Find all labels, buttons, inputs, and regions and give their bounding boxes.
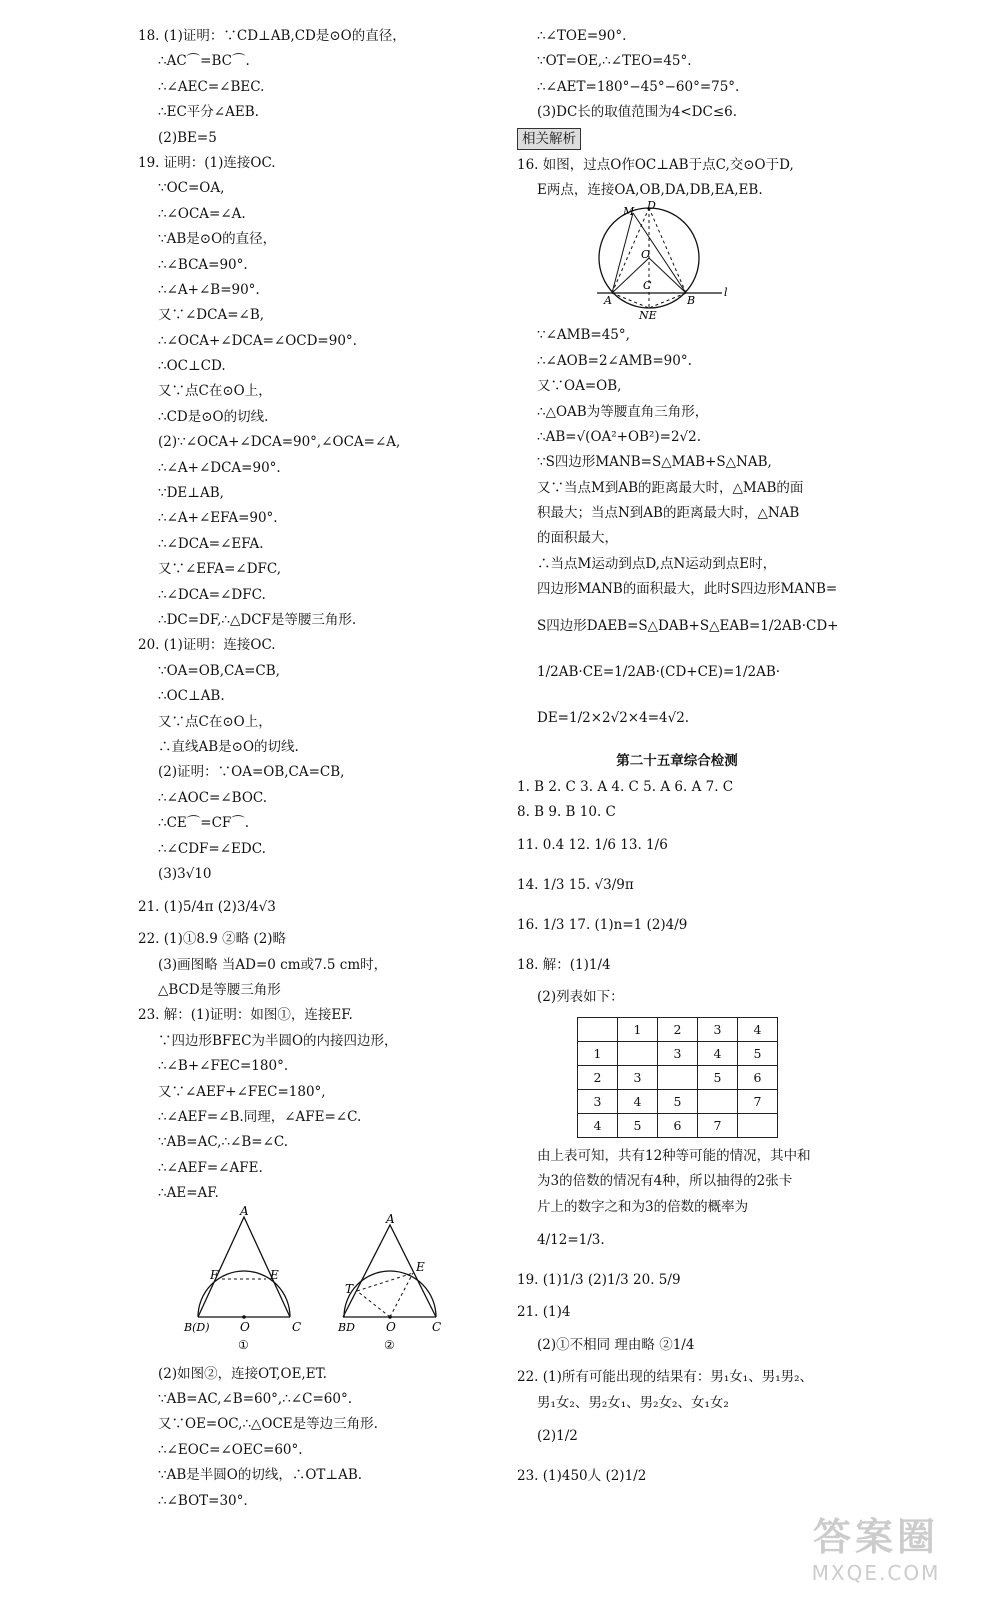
line: (2)①不相同 理由略 ②1/4 [537, 1337, 695, 1354]
right-column [517, 24, 837, 1496]
line: 16. 1/3 17. (1)n=1 (2)4/9 [517, 917, 688, 934]
line: 21. (1)5/4π (2)3/4√3 [138, 899, 276, 916]
circle-label-l: l [724, 286, 728, 300]
probability-table [577, 1017, 778, 1138]
line: 四边形MANB的面积最大，此时S四边形MANB= [537, 581, 838, 598]
line: 8. B 9. B 10. C [517, 804, 616, 821]
line: 为3的倍数的情况有4种，所以抽得的2张卡 [537, 1173, 793, 1190]
table-row [578, 1113, 778, 1137]
left-column [138, 24, 468, 1514]
fig1-label-f: F [210, 1267, 219, 1282]
line: (2)如图②，连接OT,OE,ET. [158, 1365, 327, 1382]
line: ∴OC⊥CD. [158, 358, 226, 375]
line: 19. 证明：(1)连接OC. [138, 154, 276, 171]
line: 1/2AB·CE=1/2AB·(CD+CE)=1/2AB· [537, 663, 781, 680]
circle-label-a: A [604, 294, 612, 308]
line: ∴∠BCA=90°. [158, 256, 248, 273]
line: 4/12=1/3. [537, 1231, 605, 1248]
triangle-semicircle-figures [138, 1203, 442, 1362]
line: ∴CE⌒=CF⌒. [158, 815, 250, 832]
table-cell: 7 [738, 1089, 778, 1113]
circle-label-d: D [647, 199, 656, 213]
line: ∴∠DCA=∠EFA. [158, 535, 264, 552]
line: ∵S四边形MANB=S△MAB+S△NAB, [537, 454, 772, 471]
table-row [578, 1017, 778, 1041]
figure-2 [337, 1212, 441, 1352]
circle-label-c: C [643, 279, 652, 293]
line: ∴∠CDF=∠EDC. [158, 840, 266, 857]
fig2-label-t: T [345, 1281, 354, 1296]
line: 由上表可知，共有12种等可能的情况，其中和 [537, 1147, 811, 1164]
line: 23. (1)450人 (2)1/2 [517, 1468, 647, 1485]
watermark [781, 1506, 971, 1586]
line: ∵OC=OA, [158, 180, 225, 197]
line: 又∵∠DCA=∠B, [158, 307, 265, 324]
chapter-heading: 第二十五章综合检测 [616, 752, 738, 769]
table-cell: 7 [698, 1113, 738, 1137]
line: 14. 1/3 15. √3/9π [517, 877, 634, 894]
line: ∴DC=DF,∴△DCF是等腰三角形. [158, 611, 357, 628]
line: 又∵OA=OB, [537, 378, 622, 395]
line: 18. (1)证明：∵CD⊥AB,CD是⊙O的直径， [138, 28, 406, 44]
table-cell: 5 [658, 1089, 698, 1113]
line: ∵OT=OE,∴∠TEO=45°. [537, 53, 692, 70]
table-cell: 4 [618, 1089, 658, 1113]
line: 22. (1)①8.9 ②略 (2)略 [138, 931, 287, 948]
table-row [578, 1041, 778, 1065]
line: 片上的数字之和为3的倍数的概率为 [537, 1198, 749, 1215]
line: ∴∠AEC=∠BEC. [158, 78, 265, 95]
line: ∵∠AMB=45°, [537, 327, 630, 344]
line: 又∵OE=OC,∴△OCE是等边三角形. [158, 1416, 378, 1433]
line: 又∵∠EFA=∠DFC, [158, 561, 282, 578]
table-cell: 5 [698, 1065, 738, 1089]
watermark-title: 答案圈 [812, 1515, 939, 1559]
line: ∴∠AEF=∠B.同理，∠AFE=∠C. [158, 1109, 362, 1126]
line: ∴∠AEF=∠AFE. [158, 1159, 263, 1176]
line: 又∵当点M到AB的距离最大时，△MAB的面 [537, 479, 804, 496]
line: 11. 0.4 12. 1/6 13. 1/6 [517, 837, 668, 854]
line: 21. (1)4 [517, 1303, 571, 1320]
table-cell: 6 [738, 1065, 778, 1089]
circle-label-o: O [641, 248, 651, 262]
line: ∵AB是⊙O的直径， [158, 231, 277, 248]
line: ∴∠OCA+∠DCA=∠OCD=90°. [158, 332, 357, 349]
line: DE=1/2×2√2×4=4√2. [537, 709, 690, 726]
watermark-url: MXQE.COM [811, 1561, 941, 1585]
line: ∴∠AOB=2∠AMB=90°. [537, 352, 692, 369]
table-cell: 2 [658, 1017, 698, 1041]
table-cell: 5 [618, 1113, 658, 1137]
line: 23. 解：(1)证明：如图①，连接EF. [138, 1007, 353, 1024]
fig2-number: ② [384, 1337, 395, 1352]
line: ∵四边形BFEC为半圆O的内接四边形， [158, 1032, 398, 1049]
line: E两点，连接OA,OB,DA,DB,EA,EB. [537, 181, 763, 198]
fig2-label-o: O [386, 1319, 396, 1334]
line: 20. (1)证明：连接OC. [138, 637, 276, 654]
related-analysis-tag: 相关解析 [517, 128, 581, 150]
circle-label-ne: NE [639, 309, 657, 323]
fig1-label-o: O [240, 1319, 250, 1334]
line: 18. 解：(1)1/4 [517, 957, 611, 974]
table-cell: 5 [738, 1041, 778, 1065]
figure-1 [183, 1204, 301, 1352]
line: (3)DC长的取值范围为4<DC≤6. [537, 104, 738, 121]
fig1-number: ① [238, 1337, 249, 1352]
table-cell: 3 [658, 1041, 698, 1065]
line: 又∵点C在⊙O上， [158, 713, 272, 730]
table-cell: 1 [578, 1041, 618, 1065]
line: ∴CD是⊙O的切线. [158, 408, 269, 425]
line: (2)1/2 [537, 1428, 578, 1445]
table-row [578, 1065, 778, 1089]
line: ∴∠TOE=90°. [537, 28, 627, 44]
line: ∴当点M运动到点D,点N运动到点E时， [537, 555, 777, 572]
line: 的面积最大， [537, 530, 618, 547]
table-cell: 4 [578, 1113, 618, 1137]
table-row [578, 1089, 778, 1113]
line: 又∵点C在⊙O上， [158, 383, 272, 400]
line: ∴∠AOC=∠BOC. [158, 789, 268, 806]
line: (2)∵∠OCA+∠DCA=90°,∠OCA=∠A, [158, 434, 401, 451]
table-cell [658, 1065, 698, 1089]
line: ∵OA=OB,CA=CB, [158, 662, 280, 679]
line: ∴∠BOT=30°. [158, 1492, 248, 1509]
fig2-label-a: A [386, 1211, 395, 1226]
fig2-label-e: E [416, 1259, 425, 1274]
line: 积最大；当点N到AB的距离最大时，△NAB [537, 505, 800, 522]
line: ∴AE=AF. [158, 1185, 219, 1202]
fig1-label-c: C [292, 1319, 302, 1334]
line: (3)画图略 当AD=0 cm或7.5 cm时， [158, 956, 388, 973]
line: ∴∠AET=180°−45°−60°=75°. [537, 78, 740, 95]
fig1-label-bd: B(D) [184, 1320, 210, 1334]
fig2-label-c: C [432, 1319, 442, 1334]
table-cell [578, 1017, 618, 1041]
fig2-label-bd: BD [338, 1320, 355, 1334]
table-cell [618, 1041, 658, 1065]
line: 16. 如图，过点O作OC⊥AB于点C,交⊙O于D, [517, 156, 794, 173]
fig1-label-e: E [270, 1267, 279, 1282]
line: 22. (1)所有可能出现的结果有：男₁女₁、男₁男₂、 [517, 1369, 814, 1386]
line: 19. (1)1/3 (2)1/3 20. 5/9 [517, 1271, 681, 1288]
line: ∴直线AB是⊙O的切线. [158, 738, 299, 755]
line: ∴∠A+∠EFA=90°. [158, 510, 278, 527]
circle-label-m: M [623, 205, 635, 219]
table-cell: 6 [658, 1113, 698, 1137]
table-cell [698, 1089, 738, 1113]
line: (2)BE=5 [158, 129, 217, 146]
line: S四边形DAEB=S△DAB+S△EAB=1/2AB·CD+ [537, 617, 839, 634]
table-cell: 2 [578, 1065, 618, 1089]
table-cell: 1 [618, 1017, 658, 1041]
line: (2)证明：∵OA=OB,CA=CB, [158, 764, 345, 781]
table-cell: 4 [738, 1017, 778, 1041]
table-cell: 4 [698, 1041, 738, 1065]
line: ∵AB=AC,∴∠B=∠C. [158, 1134, 289, 1151]
table-cell: 3 [578, 1089, 618, 1113]
line: ∴∠EOC=∠OEC=60°. [158, 1441, 303, 1458]
line: ∴∠OCA=∠A. [158, 205, 246, 222]
line: ∴∠B+∠FEC=180°. [158, 1058, 289, 1075]
circle-label-b: B [687, 294, 696, 308]
line: ∴△OAB为等腰直角三角形， [537, 403, 709, 420]
line: 又∵∠AEF+∠FEC=180°, [158, 1083, 326, 1100]
circle-figure [517, 199, 837, 323]
line: (2)列表如下： [537, 989, 624, 1006]
table-cell [738, 1113, 778, 1137]
line: ∴∠A+∠DCA=90°. [158, 459, 281, 476]
table-cell: 3 [618, 1065, 658, 1089]
line: ∵DE⊥AB, [158, 485, 224, 502]
line: ∴EC平分∠AEB. [158, 104, 259, 121]
line: ∴OC⊥AB. [158, 688, 225, 705]
line: ∴AB=√(OA²+OB²)=2√2. [537, 428, 702, 445]
section-tag [517, 126, 837, 153]
line: ∴∠DCA=∠DFC. [158, 586, 266, 603]
line: ∵AB=AC,∠B=60°,∴∠C=60°. [158, 1390, 352, 1407]
fig1-label-a: A [240, 1203, 249, 1218]
line: △BCD是等腰三角形 [158, 982, 281, 999]
line: ∵AB是半圆O的切线，∴OT⊥AB. [158, 1467, 363, 1484]
line: (3)3√10 [158, 865, 212, 882]
line: 1. B 2. C 3. A 4. C 5. A 6. A 7. C [517, 778, 734, 795]
line: 男₁女₂、男₂女₁、男₂女₂、女₁女₂ [537, 1394, 729, 1411]
line: ∴AC⌒=BC⌒. [158, 53, 250, 70]
line: ∴∠A+∠B=90°. [158, 281, 260, 298]
table-cell: 3 [698, 1017, 738, 1041]
